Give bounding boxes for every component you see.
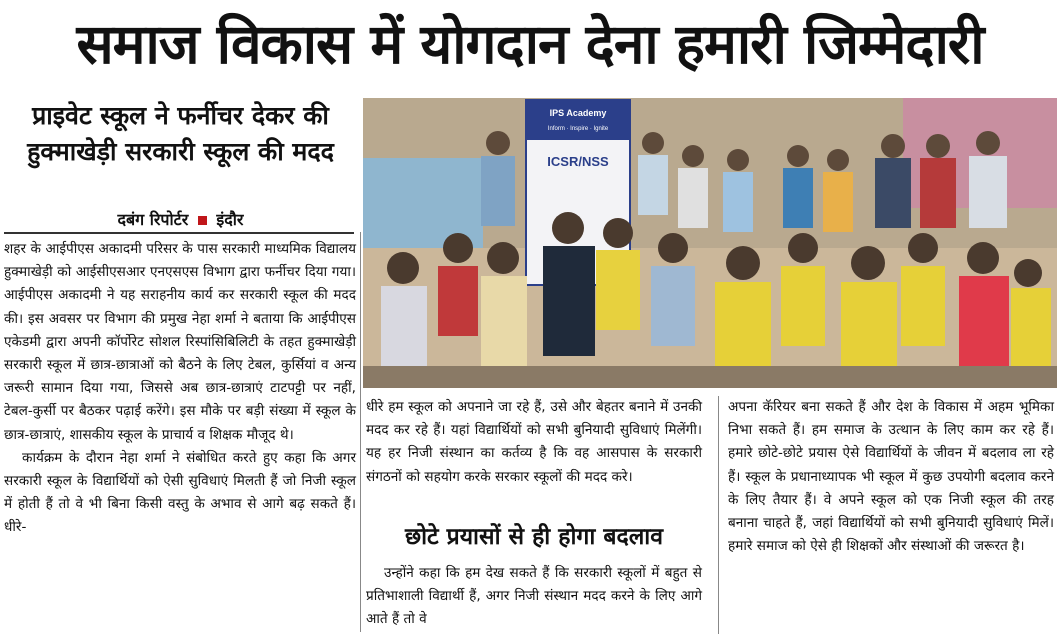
article-column-1 <box>4 238 356 540</box>
paragraph: अपना कॅरियर बना सकते हैं और देश के विकास में अहम भूमिका निभा सकते हैं। हम समाज के उत्थान के लिए काम कर रहे हैं। हमारे छोटे-छोटे प्रयास ऐसे विद्यार्थियों के जीवन में बदलाव ला रहे हैं। स्कूल के प्रधानाध्यापक भी स्कूल में कुछ उपयोगी बदलाव करने के लिए तैयार हैं। वे अपने स्कूल को एक निजी स्कूल की तरह बनाना चाहते हैं, जहां विद्यार्थियों को सभी बुनियादी सुविधाएं मिलें। हमारे समाज को ऐसे ही शिक्षकों और संस्थाओं की जरूरत है। <box>728 399 1054 555</box>
article-column-3 <box>728 396 1054 558</box>
banner-top-text: IPS Academy <box>549 108 607 118</box>
reporter-name: दबंग रिपोर्टर <box>117 210 189 229</box>
paragraph: शहर के आईपीएस अकादमी परिसर के पास सरकारी माध्यमिक विद्यालय हुक्माखेड़ी को आईसीएसआर एनएसएस विभाग द्वारा फर्नीचर दिया गया। आईपीएस अकादमी ने यह सराहनीय कार्य कर सरकारी स्कूल की मदद की। इस अवसर पर विभाग की प्रमुख नेहा शर्मा ने बताया कि आईपीएस एकेडमी द्वारा अपनी कॉर्पोरेट सोशल रिस्पांसिबिलिटी के तहत हुक्माखेड़ी सरकारी स्कूल में छात्र-छात्राओं को बैठने के लिए टेबल, कुर्सियां व अन्य जरूरी सामान दिया गया, जिससे अब छात्र-छात्राएं टाटपट्टी पर नहीं, टेबल-कुर्सी पर बैठकर पढ़ाई करेंगे। इस मौके पर बड़ी संख्या में स्कूल के छात्र-छात्राएं, शासकीय स्कूल के प्राचार्य व शिक्षक मौजूद थे। <box>4 241 356 443</box>
headline: समाज विकास में योगदान देना हमारी जिम्मेदारी <box>76 12 984 76</box>
paragraph: धीरे हम स्कूल को अपनाने जा रहे हैं, उसे और बेहतर बनाने में उनकी मदद कर रहे हैं। यहां विद्यार्थियों को सभी बुनियादी सुविधाएं मिलेंगी। यह हर निजी संस्थान का कर्तव्य है कि वह आसपास के सरकारी संगठनों को सहयोग करके सरकार स्कूलों की मदद करे। <box>366 399 702 485</box>
dateline-city: इंदौर <box>216 210 244 229</box>
paragraph: कार्यक्रम के दौरान नेहा शर्मा ने संबोधित करते हुए कहा कि अगर सरकारी स्कूल के विद्यार्थियों को ऐसी सुविधाएं मिलती हैं जो निजी स्कूल में होती हैं तो वे भी बिना किसी वस्तु के अभाव से आगे बढ़ सकते हैं। धीरे- <box>4 449 356 536</box>
byline <box>8 208 353 230</box>
column-divider <box>718 396 719 634</box>
paragraph: उन्होंने कहा कि हम देख सकते हैं कि सरकारी स्कूलों में बहुत से प्रतिभाशाली विद्यार्थी हैं, अगर निजी संस्थान मदद करने के लिए आगे आते हैं तो वे <box>366 565 702 628</box>
subheadline: प्राइवेट स्कूल ने फर्नीचर देकर की हुक्माखेड़ी सरकारी स्कूल की मदद <box>27 101 334 166</box>
red-square-icon <box>198 216 207 225</box>
article-column-2-continued <box>366 562 702 632</box>
byline-rule <box>4 232 354 234</box>
group-photo-illustration <box>363 98 1057 388</box>
group-photo <box>363 98 1057 388</box>
column-divider <box>360 232 361 632</box>
banner-main-text: ICSR/NSS <box>547 154 609 169</box>
crosshead: छोटे प्रयासों से ही होगा बदलाव <box>404 524 664 550</box>
banner-tagline: Inform · Inspire · Ignite <box>547 126 609 132</box>
article-column-2 <box>366 396 702 489</box>
